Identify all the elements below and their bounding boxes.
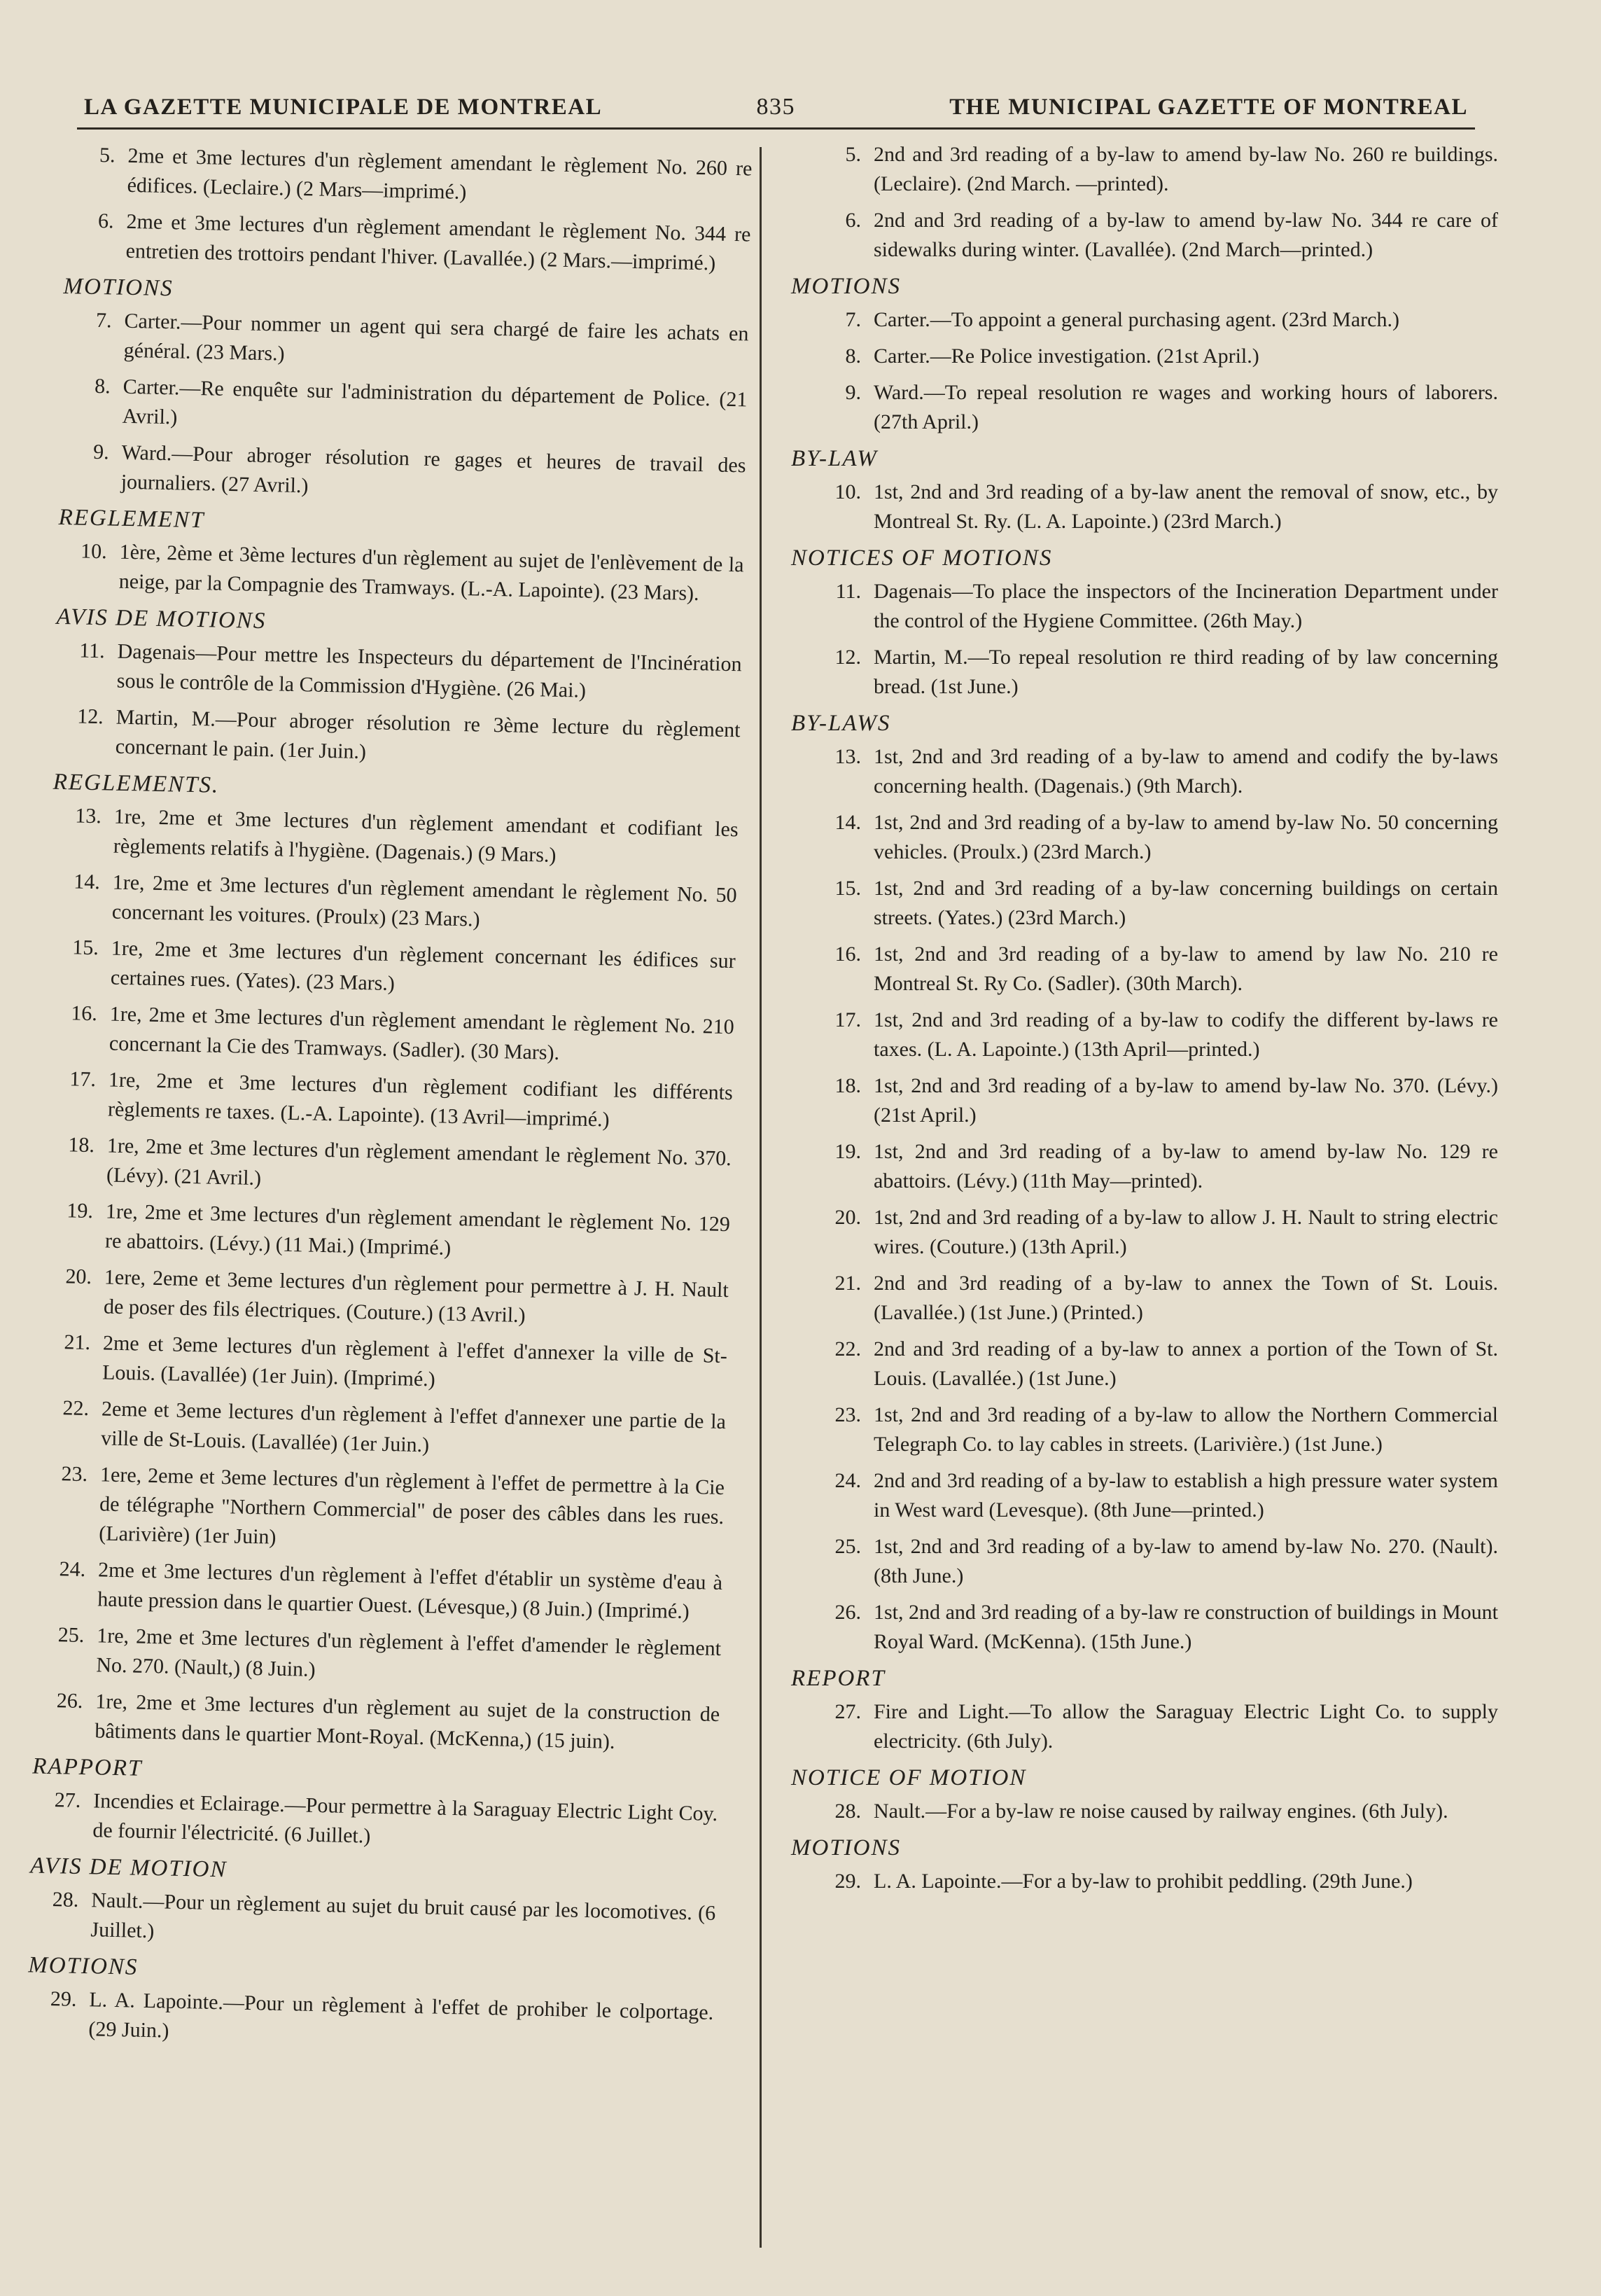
item-number: 16. xyxy=(71,1001,98,1026)
item-number: 21. xyxy=(834,1272,861,1295)
item-number: 23. xyxy=(834,1403,861,1426)
fr-heading-avis-motions: AVIS DE MOTIONS xyxy=(56,604,267,634)
item-text: Ward.—Pour abroger résolution re gages et heures de travail des journaliers. (27 Avril.) xyxy=(120,440,746,498)
en-heading-notice: NOTICE OF MOTION xyxy=(791,1765,1027,1790)
item-text: 2me et 3eme lectures d'un règlement à l'effet d'annexer la ville de St-Louis. (Lavallée) (1er Juin). (Imprimé.) xyxy=(102,1331,728,1391)
agenda-item xyxy=(39,1393,727,1467)
item-number: 26. xyxy=(56,1689,83,1713)
item-text: Nault.—Pour un règlement au sujet du bruit causé par les locomotives. (6 Juillet.) xyxy=(90,1888,716,1943)
agenda-item xyxy=(49,933,736,1006)
en-group-h xyxy=(784,1867,1498,1896)
fr-heading-rapport: RAPPORT xyxy=(32,1753,143,1781)
item-text: Carter.—Re Police investigation. (21st April.) xyxy=(874,345,1259,368)
item-number: 28. xyxy=(52,1888,79,1912)
fr-group-h xyxy=(27,1984,714,2057)
item-text: 1st, 2nd and 3rd reading of a by-law to allow the Northern Commercial Telegraph Co. to lay cables in streets. (Larivière.) (1st June.) xyxy=(874,1403,1498,1456)
item-number: 15. xyxy=(72,935,99,960)
header-title-english: THE MUNICIPAL GAZETTE OF MONTREAL xyxy=(949,94,1468,120)
item-text: 1st, 2nd and 3rd reading of a by-law to amend and codify the by-laws concerning health. (Dagenais.) (9th March). xyxy=(874,745,1498,798)
fr-group-d xyxy=(53,636,742,774)
item-number: 12. xyxy=(834,646,861,669)
page-header xyxy=(84,90,1468,125)
header-title-french: LA GAZETTE MUNICIPALE DE MONTREAL xyxy=(84,94,603,120)
agenda-item xyxy=(43,1196,731,1269)
en-heading-bylaw: BY-LAW xyxy=(791,446,878,471)
item-text: 1re, 2me et 3me lectures d'un règlement concernant les édifices sur certaines rues. (Yates). (23 Mars.) xyxy=(110,936,736,996)
item-text: 2nd and 3rd reading of a by-law to annex a portion of the Town of St. Louis. (Lavallée.) (1st June.) xyxy=(874,1337,1498,1390)
item-number: 18. xyxy=(68,1133,95,1157)
agenda-item xyxy=(784,1137,1498,1196)
item-number: 9. xyxy=(845,381,861,404)
agenda-item xyxy=(784,1867,1498,1896)
item-text: 1st, 2nd and 3rd reading of a by-law to codify the different by-laws re taxes. (L. A. Lapointe.) (13th April—printed.) xyxy=(874,1008,1498,1061)
agenda-item xyxy=(55,636,742,709)
french-column xyxy=(27,140,753,2064)
agenda-item xyxy=(59,437,746,510)
item-number: 17. xyxy=(834,1008,861,1031)
item-text: Martin, M.—To repeal resolution re third reading of by law concerning bread. (1st June.) xyxy=(874,646,1498,698)
page-number: 835 xyxy=(756,94,795,120)
agenda-item xyxy=(50,867,738,940)
agenda-item xyxy=(29,1884,716,1958)
item-number: 7. xyxy=(845,308,861,331)
item-number: 23. xyxy=(61,1462,88,1487)
agenda-item xyxy=(784,342,1498,371)
fr-group-f xyxy=(31,1785,718,1858)
item-text: 1ere, 2eme et 3eme lectures d'un règlement pour permettre à J. H. Nault de poser des fils électriques. (Couture.) (13 Avril.) xyxy=(103,1265,729,1328)
item-text: Fire and Light.—To allow the Saraguay Electric Light Co. to supply electricity. (6th July). xyxy=(874,1700,1498,1753)
agenda-item xyxy=(60,371,748,445)
agenda-item xyxy=(784,742,1498,801)
agenda-item xyxy=(57,536,744,610)
item-number: 16. xyxy=(834,942,861,966)
en-group-b xyxy=(784,305,1498,437)
item-number: 10. xyxy=(80,539,108,564)
item-number: 13. xyxy=(74,804,102,828)
item-text: Dagenais—To place the inspectors of the Incineration Department under the control of the Hygiene Committee. (26th May.) xyxy=(874,580,1498,632)
agenda-item xyxy=(784,577,1498,636)
item-text: 1st, 2nd and 3rd reading of a by-law to allow J. H. Nault to string electric wires. (Couture.) (13th April.) xyxy=(874,1206,1498,1258)
item-number: 11. xyxy=(78,639,106,663)
en-group-a xyxy=(784,140,1498,265)
item-number: 24. xyxy=(834,1469,861,1492)
item-text: 2nd and 3rd reading of a by-law to amend by-law No. 260 re buildings. (Leclaire). (2nd March. —printed). xyxy=(874,143,1498,195)
agenda-item xyxy=(53,702,741,775)
item-text: Carter.—Re enquête sur l'administration du département de Police. (21 Avril.) xyxy=(122,375,748,429)
item-number: 6. xyxy=(97,209,114,233)
agenda-item xyxy=(36,1554,723,1628)
item-number: 29. xyxy=(50,1987,77,2011)
agenda-item xyxy=(784,874,1498,933)
item-text: 1st, 2nd and 3rd reading of a by-law anent the removal of snow, etc., by Montreal St. Ry. (L. A. Lapointe.) (23rd March.) xyxy=(874,480,1498,533)
agenda-item xyxy=(48,999,735,1072)
item-number: 17. xyxy=(69,1067,97,1092)
item-number: 25. xyxy=(834,1535,861,1558)
agenda-item xyxy=(62,305,749,379)
agenda-item xyxy=(784,1071,1498,1130)
en-group-c xyxy=(784,478,1498,536)
item-text: Ward.—To repeal resolution re wages and working hours of laborers. (27th April.) xyxy=(874,381,1498,433)
item-text: 2me et 3me lectures d'un règlement amendant le règlement No. 260 re édifices. (Leclaire.) (2 Mars—imprimé.) xyxy=(127,144,753,204)
agenda-item xyxy=(41,1328,728,1401)
item-number: 8. xyxy=(845,345,861,368)
item-number: 5. xyxy=(99,143,116,167)
item-text: 1ere, 2eme et 3eme lectures d'un règlement à l'effet de permettre à la Cie de télégraphe "Northern Commercial" de poser des câbles dans les rues. (Larivière) (1er Juin) xyxy=(98,1463,725,1549)
item-text: L. A. Lapointe.—For a by-law to prohibit peddling. (29th June.) xyxy=(874,1870,1413,1893)
item-text: 2me et 3me lectures d'un règlement à l'effet d'établir un système d'eau à haute pression dans le quartier Ouest. (Lévesque,) (8 Juin.) (Imprimé.) xyxy=(97,1558,723,1624)
item-number: 14. xyxy=(73,870,101,894)
item-number: 21. xyxy=(64,1330,91,1355)
agenda-item xyxy=(784,1006,1498,1064)
agenda-item xyxy=(37,1459,725,1561)
item-number: 19. xyxy=(834,1140,861,1163)
item-number: 12. xyxy=(76,704,104,729)
agenda-item xyxy=(33,1686,720,1760)
agenda-item xyxy=(784,378,1498,437)
agenda-item xyxy=(784,305,1498,335)
agenda-item xyxy=(784,206,1498,265)
agenda-item xyxy=(784,1797,1498,1826)
agenda-item xyxy=(784,1400,1498,1459)
agenda-item xyxy=(34,1620,722,1694)
en-heading-motions: MOTIONS xyxy=(791,274,902,299)
fr-group-g xyxy=(29,1884,716,1958)
en-heading-motions-2: MOTIONS xyxy=(791,1835,902,1860)
item-text: Carter.—Pour nommer un agent qui sera chargé de faire les achats en général. (23 Mars.) xyxy=(123,309,749,366)
fr-heading-reglement: REGLEMENT xyxy=(58,504,205,534)
item-text: Dagenais—Pour mettre les Inspecteurs du département de l'Incinération sous le contrôle de la Commission d'Hygiène. (26 Mai.) xyxy=(116,639,742,702)
item-text: 1re, 2me et 3me lectures d'un règlement à l'effet d'amender le règlement No. 270. (Nault,) (8 Juin.) xyxy=(96,1624,722,1681)
item-number: 11. xyxy=(835,580,861,603)
agenda-item xyxy=(784,478,1498,536)
item-number: 7. xyxy=(95,308,112,333)
item-number: 28. xyxy=(834,1800,861,1823)
fr-heading-motions-2: MOTIONS xyxy=(28,1952,139,1980)
fr-heading-motions: MOTIONS xyxy=(63,273,174,302)
en-group-d xyxy=(784,577,1498,702)
item-number: 6. xyxy=(845,209,861,232)
item-text: 2me et 3me lectures d'un règlement amendant le règlement No. 344 re entretien des trottoirs pendant l'hiver. (Lavallée.) (2 Mars.—imprimé.) xyxy=(125,209,751,275)
agenda-item xyxy=(46,1064,734,1138)
item-number: 9. xyxy=(92,440,110,464)
fr-group-e xyxy=(33,801,739,1759)
item-text: 1st, 2nd and 3rd reading of a by-law to amend by-law No. 50 concerning vehicles. (Proulx.) (23rd March.) xyxy=(874,811,1498,863)
item-text: 1re, 2me et 3me lectures d'un règlement amendant le règlement No. 210 concernant la Cie des Tramways. (Sadler). (30 Mars). xyxy=(109,1002,735,1065)
item-number: 22. xyxy=(834,1337,861,1361)
item-number: 18. xyxy=(834,1074,861,1097)
item-number: 27. xyxy=(834,1700,861,1723)
agenda-item xyxy=(65,140,753,214)
item-number: 20. xyxy=(834,1206,861,1229)
agenda-item xyxy=(27,1984,714,2057)
item-number: 24. xyxy=(59,1557,86,1582)
en-heading-bylaws: BY-LAWS xyxy=(791,711,891,736)
en-heading-report: REPORT xyxy=(791,1666,886,1691)
item-number: 13. xyxy=(834,745,861,768)
agenda-item xyxy=(784,643,1498,702)
item-text: 1re, 2me et 3me lectures d'un règlement au sujet de la construction de bâtiments dans le quartier Mont-Royal. (McKenna,) (15 juin). xyxy=(95,1690,720,1753)
agenda-item xyxy=(784,1697,1498,1756)
item-text: 2nd and 3rd reading of a by-law to amend by-law No. 344 re care of sidewalks during winter. (Lavallée). (2nd March—printed.) xyxy=(874,209,1498,261)
item-text: 2eme et 3eme lectures d'un règlement à l'effet d'annexer une partie de la ville de St-Louis. (Lavallée) (1er Juin.) xyxy=(100,1397,727,1457)
fr-heading-avis-motion: AVIS DE MOTION xyxy=(29,1853,228,1883)
item-text: 1st, 2nd and 3rd reading of a by-law to amend by-law No. 270. (Nault). (8th June.) xyxy=(874,1535,1498,1587)
item-text: 1re, 2me et 3me lectures d'un règlement amendant le règlement No. 50 concernant les voitures. (Proulx) (23 Mars.) xyxy=(111,870,737,931)
item-text: Incendies et Eclairage.—Pour permettre à la Saraguay Electric Light Coy. de fournir l'électricité. (6 Juillet.) xyxy=(92,1789,718,1848)
item-text: 1re, 2me et 3me lectures d'un règlement amendant le règlement No. 370. (Lévy). (21 Avril.) xyxy=(106,1134,732,1190)
fr-group-a xyxy=(64,140,753,279)
item-text: 1re, 2me et 3me lectures d'un règlement amendant le règlement No. 129 re abattoirs. (Lévy.) (11 Mai.) (Imprimé.) xyxy=(104,1199,731,1260)
item-number: 25. xyxy=(57,1623,85,1647)
item-number: 14. xyxy=(834,811,861,834)
item-text: L. A. Lapointe.—Pour un règlement à l'effet de prohiber le colportage. (29 Juin.) xyxy=(88,1988,714,2043)
agenda-item xyxy=(45,1130,732,1204)
en-heading-notices: NOTICES OF MOTIONS xyxy=(791,545,1053,571)
item-text: 1st, 2nd and 3rd reading of a by-law re construction of buildings in Mount Royal Ward. (McKenna). (15th June.) xyxy=(874,1601,1498,1653)
en-group-g xyxy=(784,1797,1498,1826)
item-text: 1st, 2nd and 3rd reading of a by-law to amend by-law No. 370. (Lévy.) (21st April.) xyxy=(874,1074,1498,1127)
agenda-item xyxy=(784,1203,1498,1262)
item-number: 19. xyxy=(67,1199,94,1223)
agenda-item xyxy=(784,1466,1498,1525)
item-number: 27. xyxy=(54,1788,81,1812)
item-number: 29. xyxy=(834,1870,861,1893)
item-text: 1re, 2me et 3me lectures d'un règlement codifiant les différents règlements re taxes. (L.-A. Lapointe). (13 Avril—imprimé.) xyxy=(107,1068,734,1132)
fr-group-b xyxy=(59,305,748,510)
item-text: 1st, 2nd and 3rd reading of a by-law to amend by-law No. 129 re abattoirs. (Lévy.) (11th May—printed). xyxy=(874,1140,1498,1192)
item-number: 22. xyxy=(62,1396,90,1421)
item-text: Nault.—For a by-law re noise caused by railway engines. (6th July). xyxy=(874,1800,1448,1823)
agenda-item xyxy=(784,1335,1498,1393)
item-number: 20. xyxy=(65,1265,92,1289)
item-number: 15. xyxy=(834,877,861,900)
agenda-item xyxy=(64,206,751,279)
item-text: Martin, M.—Pour abroger résolution re 3ème lecture du règlement concernant le pain. (1er Juin.) xyxy=(115,705,741,764)
agenda-item xyxy=(784,140,1498,199)
agenda-item xyxy=(31,1785,718,1858)
item-number: 5. xyxy=(845,143,861,166)
item-text: 1st, 2nd and 3rd reading of a by-law concerning buildings on certain streets. (Yates.) (23rd March.) xyxy=(874,877,1498,929)
item-text: 1re, 2me et 3me lectures d'un règlement amendant et codifiant les règlements relatifs à l'hygiène. (Dagenais.) (9 Mars.) xyxy=(113,805,739,867)
item-text: Carter.—To appoint a general purchasing agent. (23rd March.) xyxy=(874,308,1399,331)
header-rule xyxy=(77,127,1475,130)
english-column xyxy=(784,140,1498,1903)
fr-heading-reglements: REGLEMENTS. xyxy=(53,769,220,798)
agenda-item xyxy=(784,808,1498,867)
agenda-item xyxy=(51,801,739,875)
item-text: 2nd and 3rd reading of a by-law to annex the Town of St. Louis. (Lavallée.) (1st June.) (Printed.) xyxy=(874,1272,1498,1324)
agenda-item xyxy=(784,940,1498,999)
agenda-item xyxy=(784,1532,1498,1591)
item-text: 2nd and 3rd reading of a by-law to establish a high pressure water system in West ward (Levesque). (8th June—printed.) xyxy=(874,1469,1498,1522)
agenda-item xyxy=(784,1269,1498,1328)
item-number: 8. xyxy=(94,374,111,398)
en-group-e xyxy=(784,742,1498,1657)
item-text: 1ère, 2ème et 3ème lectures d'un règlement au sujet de l'enlèvement de la neige, par la Compagnie des Tramways. (L.-A. Lapointe). (23 Mars). xyxy=(118,540,744,606)
en-group-f xyxy=(784,1697,1498,1756)
item-text: 1st, 2nd and 3rd reading of a by-law to amend by law No. 210 re Montreal St. Ry Co. (Sadler). (30th March). xyxy=(874,942,1498,995)
column-divider xyxy=(760,147,762,2248)
agenda-item xyxy=(42,1262,729,1335)
item-number: 10. xyxy=(834,480,861,503)
item-number: 26. xyxy=(834,1601,861,1624)
fr-group-c xyxy=(57,536,744,610)
agenda-item xyxy=(784,1598,1498,1657)
